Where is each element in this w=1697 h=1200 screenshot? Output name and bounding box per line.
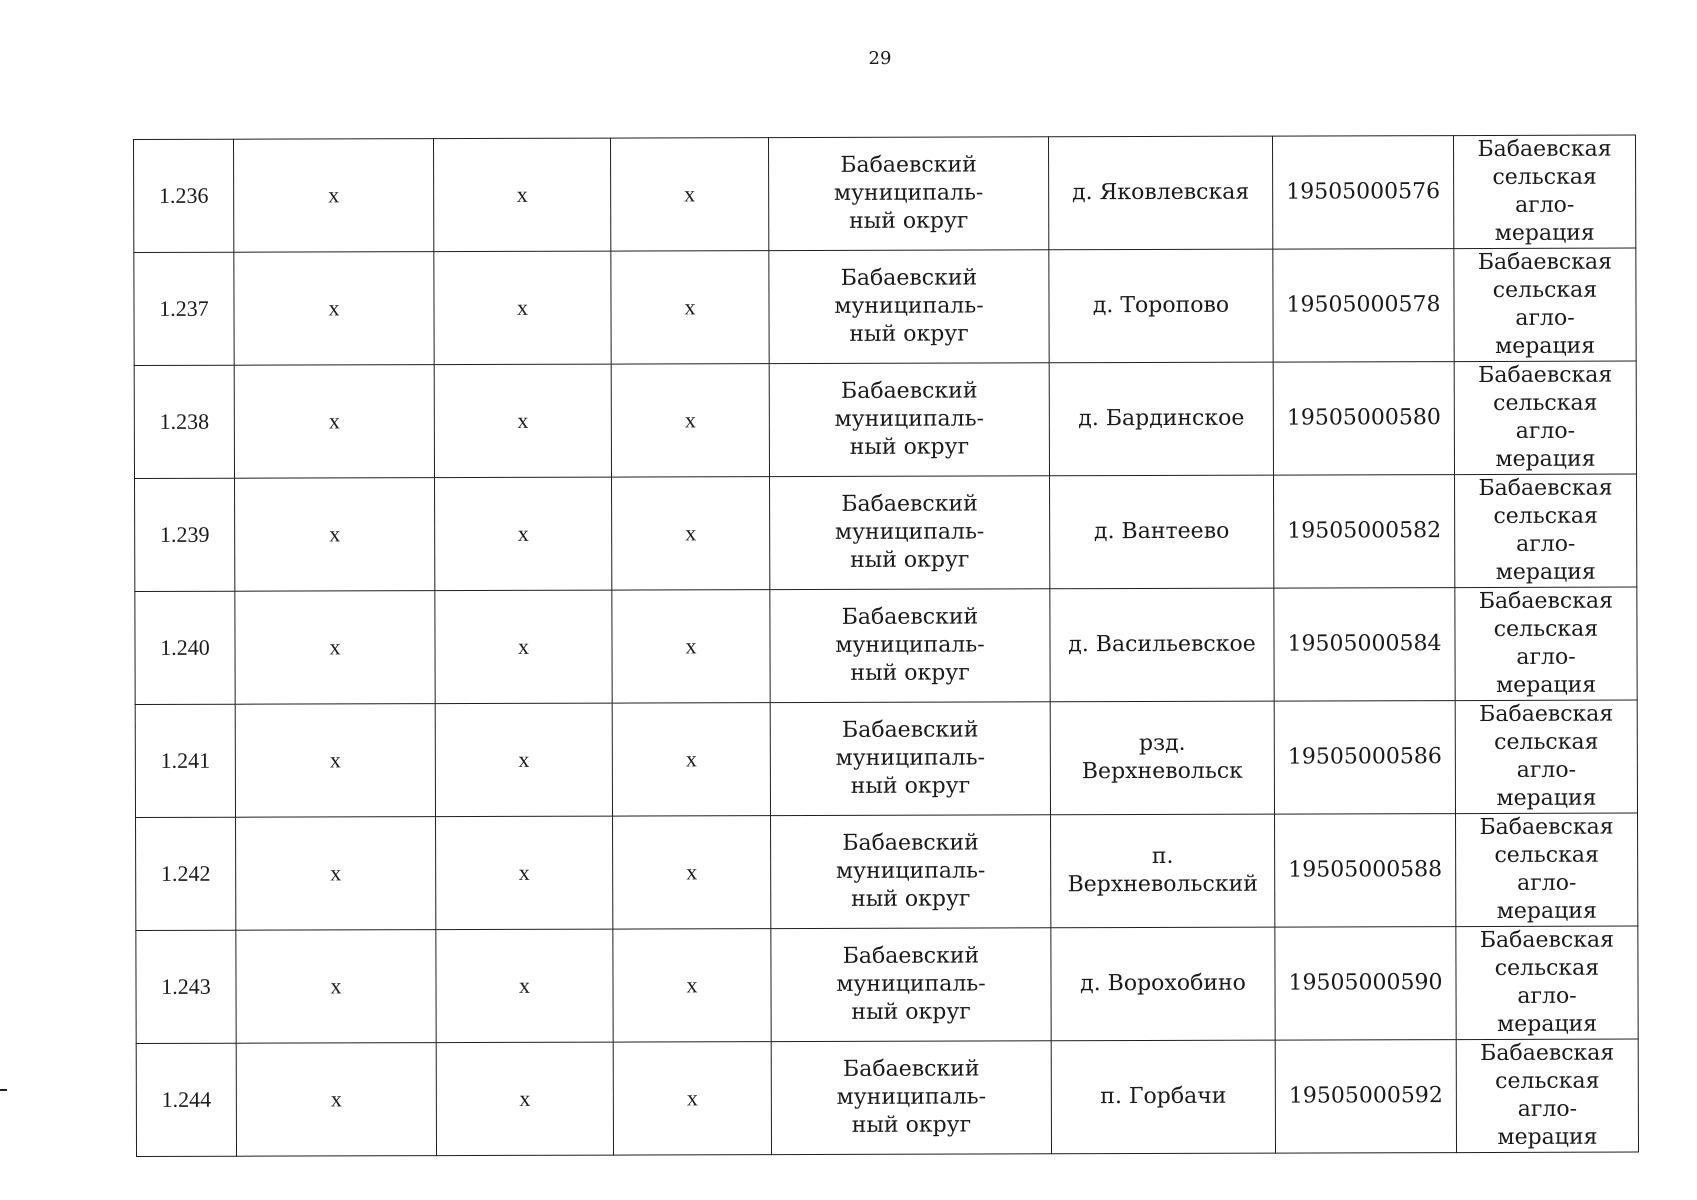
settlement-text: д. Васильевское [1068,631,1256,658]
column-2-cell [234,252,434,366]
municipal-district-cell [771,1041,1051,1155]
row-number-text: 1.236 [158,182,209,208]
agglomeration-cell [1454,361,1636,475]
municipal-district-text: Бабаевский муниципаль- ный округ [836,1056,987,1138]
column-4-text: х [685,746,697,772]
row-number-text: 1.238 [159,408,210,434]
column-3-cell [435,590,612,704]
page-number: 29 [868,48,892,69]
column-3-cell [436,929,613,1043]
table-row [134,248,1636,365]
table-body [134,135,1639,1156]
table-row [135,474,1637,591]
settlement-cell [1050,588,1274,702]
data-table [133,135,1639,1157]
row-number-text: 1.243 [161,973,211,999]
column-2-cell [235,704,435,818]
agglomeration-cell [1456,813,1638,927]
column-2-cell [236,817,436,931]
table-row [135,700,1637,817]
row-number-text: 1.240 [160,634,210,660]
settlement-text: д. Яковлевская [1072,179,1250,206]
column-2-cell [235,478,435,592]
settlement-text: д. Ворохобино [1080,970,1246,997]
column-4-text: х [685,633,697,659]
row-number-text: 1.241 [160,747,211,773]
column-3-text: х [518,972,531,998]
agglomeration-text: Бабаевская сельская агло- мерация [1477,136,1612,246]
column-4-text: х [686,972,698,998]
municipal-district-cell [771,815,1051,929]
oktmo-code-cell [1274,588,1455,702]
column-3-cell [434,364,611,478]
settlement-cell [1048,136,1272,250]
municipal-district-cell [770,702,1050,816]
oktmo-code-text: 19505000584 [1287,631,1442,657]
municipal-district-cell [770,476,1050,590]
column-2-text: х [329,634,341,660]
settlement-cell [1051,1040,1275,1154]
settlement-cell [1050,701,1274,815]
column-3-text: х [517,407,529,433]
row-number-cell [135,478,235,591]
municipal-district-cell [769,363,1049,477]
agglomeration-text: Бабаевская сельская агло- мерация [1480,1040,1615,1150]
oktmo-code-cell [1274,701,1455,815]
row-number-text: 1.244 [161,1086,212,1112]
column-3-cell [436,816,613,930]
column-4-cell [611,364,769,477]
column-4-cell [612,590,770,703]
settlement-cell [1051,927,1275,1041]
settlement-text: д. Бардинское [1078,405,1245,432]
row-number-cell [136,930,236,1043]
column-4-text: х [686,1085,698,1111]
column-2-text: х [330,860,342,886]
agglomeration-text: Бабаевская сельская агло- мерация [1478,475,1613,585]
column-4-text: х [684,181,696,207]
agglomeration-text: Бабаевская сельская агло- мерация [1479,701,1614,811]
column-3-cell [435,703,612,817]
settlement-cell [1049,249,1273,363]
municipal-district-cell [771,928,1051,1042]
column-3-cell [434,138,611,252]
column-3-text: х [517,520,529,546]
column-4-cell [611,251,769,364]
settlement-cell [1050,475,1274,589]
table-row [134,135,1636,252]
column-3-cell [434,251,611,365]
agglomeration-cell [1456,926,1638,1040]
column-4-cell [613,1042,771,1155]
column-2-text: х [328,182,340,208]
municipal-district-cell [769,250,1049,364]
table-row [134,361,1636,478]
column-4-cell [613,929,771,1042]
oktmo-code-text: 19505000588 [1288,857,1443,883]
oktmo-code-cell [1273,249,1454,363]
oktmo-code-cell [1275,927,1456,1041]
municipal-district-text: Бабаевский муниципаль- ный округ [835,717,986,799]
row-number-text: 1.237 [159,295,209,321]
agglomeration-cell [1455,474,1637,588]
agglomeration-text: Бабаевская сельская агло- мерация [1478,362,1613,472]
row-number-cell [134,252,234,365]
oktmo-code-text: 19505000576 [1286,179,1441,205]
oktmo-code-cell [1274,475,1455,589]
municipal-district-cell [768,137,1048,251]
oktmo-code-cell [1275,1040,1456,1154]
agglomeration-text: Бабаевская сельская агло- мерация [1477,249,1612,359]
row-number-text: 1.239 [159,521,210,547]
row-number-text: 1.242 [160,860,211,886]
municipal-district-text: Бабаевский муниципаль- ный округ [833,152,984,234]
column-4-text: х [684,294,696,320]
oktmo-code-text: 19505000580 [1286,405,1441,431]
settlement-text: рзд. Верхневольск [1081,730,1243,785]
column-2-text: х [330,1086,342,1112]
column-4-cell [612,703,770,816]
settlement-cell [1051,814,1275,928]
oktmo-code-cell [1272,136,1453,250]
oktmo-code-text: 19505000578 [1286,292,1441,318]
municipal-district-text: Бабаевский муниципаль- ный округ [835,830,986,912]
table-row [136,926,1638,1043]
column-3-cell [435,477,612,591]
oktmo-code-text: 19505000590 [1288,970,1443,996]
column-4-cell [610,138,768,251]
row-number-cell [134,365,234,478]
table-row [135,587,1637,704]
column-4-cell [612,477,770,590]
margin-mark [0,1089,7,1091]
column-2-cell [236,930,436,1044]
row-number-cell [136,1043,236,1156]
agglomeration-cell [1454,248,1636,362]
agglomeration-cell [1453,135,1635,249]
column-3-cell [436,1042,613,1156]
column-3-text: х [516,181,528,207]
municipal-district-text: Бабаевский муниципаль- ный округ [834,378,985,460]
settlement-cell [1049,362,1273,476]
column-4-text: х [684,407,696,433]
agglomeration-text: Бабаевская сельская агло- мерация [1479,927,1614,1037]
agglomeration-cell [1456,1039,1638,1153]
oktmo-code-text: 19505000586 [1287,744,1442,770]
oktmo-code-text: 19505000582 [1287,518,1442,544]
column-3-text: х [518,859,530,885]
municipal-district-text: Бабаевский муниципаль- ный округ [834,265,984,347]
municipal-district-cell [770,589,1050,703]
row-number-cell [135,591,235,704]
column-3-text: х [516,294,529,320]
settlement-text: д. Вантеево [1093,518,1230,545]
column-3-text: х [518,746,530,772]
agglomeration-text: Бабаевская сельская агло- мерация [1478,588,1613,698]
table-row [136,813,1638,930]
column-2-text: х [328,408,340,434]
settlement-text: д. Торопово [1092,292,1230,319]
column-2-text: х [330,973,342,999]
column-2-cell [236,1043,436,1157]
column-2-cell [234,365,434,479]
oktmo-code-text: 19505000592 [1288,1083,1443,1109]
table-row [136,1039,1638,1156]
municipal-district-text: Бабаевский муниципаль- ный округ [835,604,985,686]
column-2-cell [235,591,435,705]
column-4-text: х [685,520,697,546]
settlement-text: п. Горбачи [1100,1083,1227,1110]
agglomeration-cell [1455,700,1637,814]
column-3-text: х [519,1085,531,1111]
agglomeration-cell [1455,587,1637,701]
row-number-cell [136,817,236,930]
oktmo-code-cell [1273,362,1454,476]
column-2-cell [234,139,434,253]
row-number-cell [135,704,235,817]
column-2-text: х [329,747,341,773]
column-4-text: х [686,859,698,885]
settlement-text: п. Верхневольский [1067,843,1258,898]
municipal-district-text: Бабаевский муниципаль- ный округ [834,491,985,573]
agglomeration-text: Бабаевская сельская агло- мерация [1479,814,1614,924]
column-4-cell [613,816,771,929]
municipal-district-text: Бабаевский муниципаль- ный округ [836,943,986,1025]
column-2-text: х [328,295,340,321]
row-number-cell [134,139,234,252]
column-3-text: х [517,633,530,659]
column-2-text: х [329,521,341,547]
oktmo-code-cell [1275,814,1456,928]
